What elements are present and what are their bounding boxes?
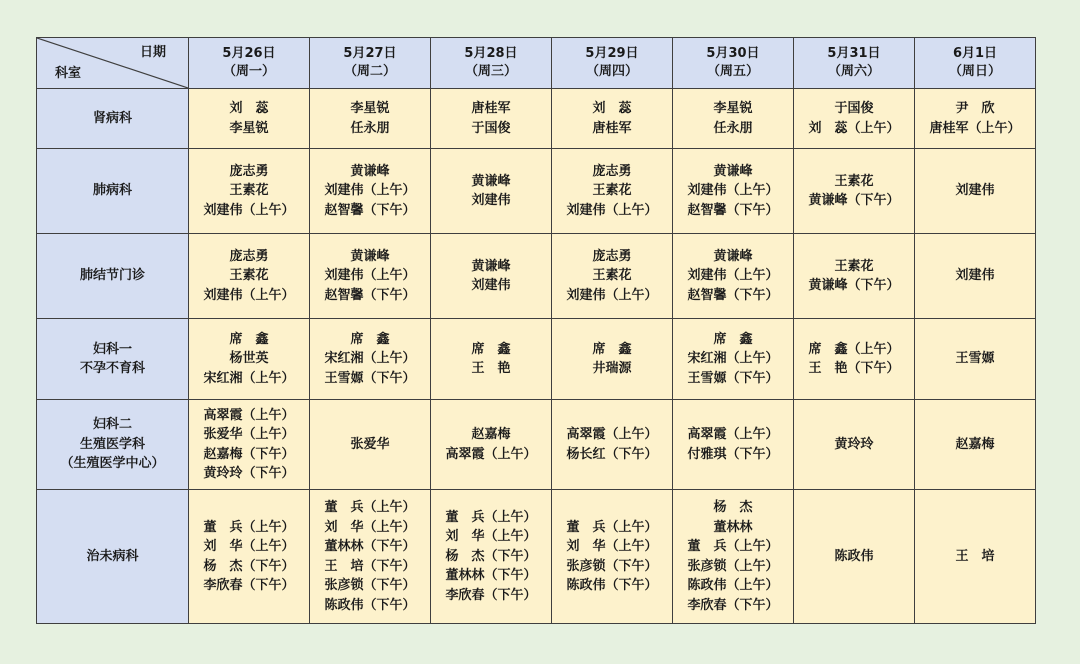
doctor-entry: 黄谦峰（下午）	[808, 278, 900, 293]
doctor-entry: 赵嘉梅	[471, 427, 511, 442]
department-name: 肺病科	[92, 183, 132, 199]
doctor-entry: 刘 华（上午）	[566, 539, 658, 554]
day-weekday: （周一）	[222, 64, 275, 79]
doctor-cell	[673, 319, 794, 400]
doctor-entry: 刘 蕊	[592, 101, 632, 116]
doctor-entry: 刘 蕊（上午）	[808, 120, 900, 136]
doctor-entry: 杨 杰（下午）	[445, 548, 537, 564]
doctor-entry: 刘建伟（上午）	[324, 183, 416, 199]
doctor-entry: 黄玲玲	[834, 436, 874, 452]
doctor-entry: 井瑞源	[592, 361, 632, 376]
doctor-entry: 陈政伟（上午）	[687, 578, 779, 593]
doctor-cell	[431, 490, 552, 624]
department-cell	[37, 319, 189, 400]
doctor-cell	[915, 490, 1036, 624]
doctor-entry: 尹 欣	[955, 101, 995, 116]
doctor-entry: 王雪嫄（下午）	[324, 370, 416, 386]
doctor-entry: 宋红湘（上午）	[324, 351, 416, 367]
department-name: 肾病科	[92, 110, 132, 126]
doctor-cell	[794, 319, 915, 400]
doctor-cell	[673, 234, 794, 319]
doctor-entry: 王雪嫄（下午）	[687, 370, 779, 386]
day-header	[673, 38, 794, 89]
doctor-entry: 黄谦峰	[713, 163, 753, 179]
doctor-entry: 庞志勇	[229, 163, 269, 179]
doctor-entry: 王素花	[834, 258, 874, 274]
department-name: 治未病科	[86, 548, 139, 564]
doctor-entry: 赵嘉梅（下午）	[203, 446, 295, 462]
doctor-entry: 黄谦峰	[471, 173, 511, 189]
doctor-entry: 刘建伟（上午）	[203, 287, 295, 303]
department-name: 肺结节门诊	[79, 268, 145, 284]
department-name: 不孕不育科	[79, 361, 145, 376]
doctor-entry: 刘建伟（上午）	[566, 202, 658, 218]
doctor-cell	[552, 234, 673, 319]
department-name: （生殖医学中心）	[60, 456, 165, 472]
doctor-entry: 席 鑫	[713, 331, 753, 347]
schedule-row	[37, 319, 1036, 400]
doctor-entry: 唐桂军	[471, 101, 511, 116]
doctor-entry: 王 培（下午）	[324, 558, 416, 574]
day-weekday: （周五）	[706, 64, 759, 79]
day-weekday: （周四）	[585, 64, 638, 79]
doctor-entry: 庞志勇	[592, 248, 632, 264]
department-cell	[37, 490, 189, 624]
doctor-entry: 唐桂军	[592, 120, 632, 136]
schedule-row	[37, 234, 1036, 319]
day-date: 5月29日	[585, 46, 639, 61]
department-cell	[37, 89, 189, 149]
doctor-entry: 庞志勇	[592, 163, 632, 179]
doctor-cell	[189, 490, 310, 624]
day-date: 6月1日	[952, 46, 998, 61]
doctor-entry: 刘 华（上午）	[445, 529, 537, 545]
doctor-entry: 庞志勇	[229, 248, 269, 264]
day-weekday: （周六）	[827, 64, 880, 79]
doctor-entry: 刘建伟	[955, 268, 995, 284]
doctor-entry: 李星锐	[350, 101, 390, 116]
doctor-entry: 董 兵（上午）	[566, 519, 658, 535]
doctor-entry: 杨 杰	[713, 500, 753, 515]
doctor-entry: 王素花	[592, 183, 632, 199]
doctor-entry: 席 鑫	[471, 341, 511, 357]
doctor-cell	[915, 234, 1036, 319]
doctor-entry: 任永朋	[350, 120, 390, 136]
schedule-row	[37, 89, 1036, 149]
department-name: 妇科一	[92, 341, 132, 357]
doctor-cell	[310, 89, 431, 149]
doctor-entry: 刘建伟（上午）	[324, 268, 416, 284]
doctor-cell	[431, 319, 552, 400]
doctor-entry: 刘建伟	[471, 193, 511, 208]
header-row	[37, 38, 1036, 89]
doctor-entry: 赵嘉梅	[955, 436, 995, 452]
doctor-cell	[552, 319, 673, 400]
day-header	[431, 38, 552, 89]
corner-dept-label: 科室	[55, 66, 82, 81]
department-cell	[37, 234, 189, 319]
doctor-entry: 王 艳	[471, 361, 511, 376]
doctor-entry: 席 鑫（上午）	[808, 341, 900, 357]
department-name: 妇科二	[92, 417, 132, 433]
doctor-entry: 王 艳（下午）	[808, 361, 900, 376]
doctor-entry: 席 鑫	[350, 331, 390, 347]
doctor-entry: 刘 华（上午）	[203, 539, 295, 554]
doctor-entry: 刘建伟（上午）	[566, 287, 658, 303]
day-weekday: （周三）	[464, 64, 517, 79]
doctor-cell	[794, 400, 915, 490]
doctor-cell	[673, 400, 794, 490]
doctor-entry: 赵智馨（下午）	[324, 287, 416, 303]
schedule-table	[36, 37, 1036, 624]
schedule-row	[37, 149, 1036, 234]
doctor-cell	[189, 319, 310, 400]
doctor-cell	[673, 89, 794, 149]
doctor-cell	[915, 149, 1036, 234]
doctor-cell	[794, 89, 915, 149]
doctor-entry: 李欣春（下午）	[445, 587, 537, 603]
department-name: 生殖医学科	[79, 436, 145, 452]
day-header	[310, 38, 431, 89]
doctor-entry: 高翠霞（上午）	[203, 407, 295, 423]
doctor-entry: 董 兵（上午）	[687, 539, 779, 554]
corner-header-cell	[37, 38, 189, 89]
doctor-cell	[310, 149, 431, 234]
doctor-entry: 刘 华（上午）	[324, 519, 416, 535]
doctor-cell	[189, 89, 310, 149]
doctor-entry: 宋红湘（上午）	[687, 351, 779, 367]
doctor-cell	[552, 400, 673, 490]
doctor-entry: 于国俊	[834, 101, 874, 116]
doctor-entry: 刘建伟	[955, 183, 995, 199]
doctor-cell	[552, 490, 673, 624]
doctor-cell	[189, 234, 310, 319]
doctor-entry: 王雪嫄	[955, 351, 995, 367]
doctor-entry: 高翠霞（上午）	[566, 427, 658, 442]
doctor-entry: 李星锐	[229, 120, 269, 136]
doctor-entry: 席 鑫	[229, 331, 269, 347]
doctor-cell	[431, 400, 552, 490]
doctor-entry: 刘建伟	[471, 278, 511, 293]
doctor-cell	[915, 319, 1036, 400]
day-header	[915, 38, 1036, 89]
doctor-cell	[552, 89, 673, 149]
doctor-entry: 杨 杰（下午）	[203, 558, 295, 574]
day-header	[189, 38, 310, 89]
doctor-cell	[189, 400, 310, 490]
doctor-entry: 董林林（下午）	[445, 568, 537, 584]
day-weekday: （周二）	[343, 64, 396, 79]
doctor-entry: 陈政伟（下午）	[566, 578, 658, 593]
doctor-entry: 陈政伟（下午）	[324, 597, 416, 613]
doctor-entry: 张彦锁（下午）	[324, 578, 416, 593]
doctor-entry: 李欣春（下午）	[203, 578, 295, 593]
schedule-body	[37, 89, 1036, 624]
doctor-entry: 刘建伟（上午）	[687, 268, 779, 284]
doctor-entry: 杨世英	[229, 351, 269, 367]
schedule-row	[37, 490, 1036, 624]
doctor-entry: 黄谦峰（下午）	[808, 193, 900, 208]
doctor-entry: 王素花	[834, 173, 874, 189]
schedule-row	[37, 400, 1036, 490]
doctor-entry: 王素花	[229, 183, 269, 199]
doctor-entry: 刘建伟（上午）	[203, 202, 295, 218]
doctor-entry: 董 兵（上午）	[203, 519, 295, 535]
doctor-entry: 张彦锁（上午）	[687, 558, 779, 574]
doctor-entry: 高翠霞（上午）	[445, 446, 537, 462]
day-date: 5月26日	[222, 46, 276, 61]
day-date: 5月31日	[827, 46, 881, 61]
doctor-entry: 宋红湘（上午）	[203, 370, 295, 386]
doctor-entry: 李欣春（下午）	[687, 597, 779, 613]
doctor-entry: 于国俊	[471, 120, 511, 136]
doctor-entry: 席 鑫	[592, 341, 632, 357]
doctor-entry: 任永朋	[713, 120, 753, 136]
doctor-entry: 黄玲玲（下午）	[203, 466, 295, 481]
day-date: 5月27日	[343, 46, 397, 61]
doctor-entry: 张爱华（上午）	[203, 427, 295, 442]
day-date: 5月30日	[706, 46, 760, 61]
doctor-cell	[673, 149, 794, 234]
doctor-cell	[794, 149, 915, 234]
doctor-cell	[794, 490, 915, 624]
doctor-cell	[310, 490, 431, 624]
doctor-entry: 刘建伟（上午）	[687, 183, 779, 199]
doctor-entry: 董 兵（上午）	[445, 509, 537, 525]
doctor-entry: 黄谦峰	[350, 248, 390, 264]
doctor-entry: 刘 蕊	[229, 101, 269, 116]
doctor-entry: 董林林（下午）	[324, 539, 416, 554]
doctor-entry: 黄谦峰	[350, 163, 390, 179]
doctor-entry: 杨长红（下午）	[566, 446, 658, 462]
doctor-cell	[794, 234, 915, 319]
doctor-entry: 李星锐	[713, 101, 753, 116]
doctor-cell	[431, 149, 552, 234]
doctor-entry: 赵智馨（下午）	[324, 202, 416, 218]
doctor-entry: 王 培	[955, 548, 995, 564]
doctor-entry: 唐桂军（上午）	[929, 120, 1021, 136]
doctor-entry: 董林林	[713, 519, 753, 535]
doctor-cell	[915, 400, 1036, 490]
corner-date-label: 日期	[139, 45, 166, 60]
doctor-cell	[431, 89, 552, 149]
doctor-entry: 王素花	[229, 268, 269, 284]
department-cell	[37, 400, 189, 490]
day-date: 5月28日	[464, 46, 518, 61]
doctor-cell	[673, 490, 794, 624]
doctor-entry: 张彦锁（下午）	[566, 558, 658, 574]
doctor-entry: 黄谦峰	[471, 258, 511, 274]
doctor-cell	[310, 400, 431, 490]
day-weekday: （周日）	[948, 64, 1001, 79]
doctor-entry: 赵智馨（下午）	[687, 202, 779, 218]
doctor-entry: 黄谦峰	[713, 248, 753, 264]
doctor-cell	[431, 234, 552, 319]
doctor-entry: 王素花	[592, 268, 632, 284]
doctor-entry: 赵智馨（下午）	[687, 287, 779, 303]
doctor-cell	[915, 89, 1036, 149]
doctor-cell	[189, 149, 310, 234]
doctor-entry: 付雅琪（下午）	[687, 446, 779, 462]
day-header	[552, 38, 673, 89]
doctor-entry: 董 兵（上午）	[324, 500, 416, 515]
doctor-entry: 高翠霞（上午）	[687, 427, 779, 442]
day-header	[794, 38, 915, 89]
doctor-entry: 张爱华	[350, 436, 390, 452]
doctor-entry: 陈政伟	[834, 548, 874, 564]
doctor-cell	[310, 234, 431, 319]
doctor-cell	[552, 149, 673, 234]
department-cell	[37, 149, 189, 234]
doctor-cell	[310, 319, 431, 400]
